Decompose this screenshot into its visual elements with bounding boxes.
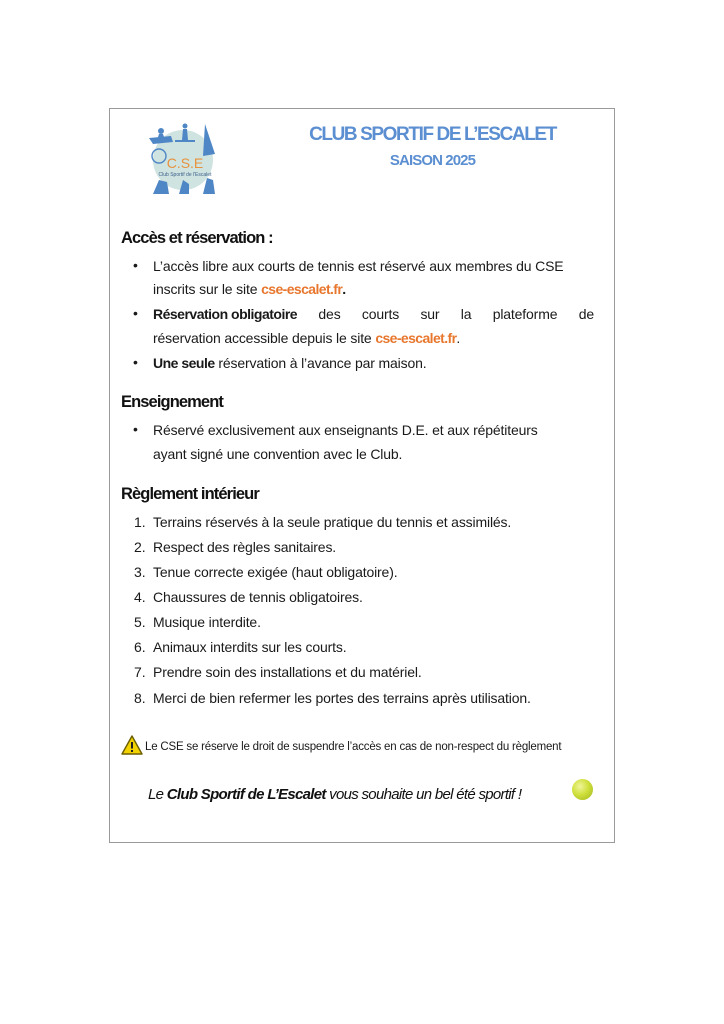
rule-number: 6. [134, 639, 146, 655]
page-title: CLUB SPORTIF DE L’ESCALET [309, 124, 556, 145]
rule-item: Chaussures de tennis obligatoires. [153, 589, 363, 605]
access-item-2-period: . [456, 330, 461, 346]
closing-prefix: Le [148, 786, 167, 803]
rule-number: 1. [134, 514, 146, 530]
access-item-1-line-2 [153, 281, 346, 297]
rule-number: 4. [134, 589, 146, 605]
access-item-3-text: réservation à l’avance par maison. [214, 355, 427, 371]
warning-triangle-icon [121, 735, 143, 755]
tennis-ball-icon [572, 779, 593, 800]
access-item-1-text: inscrits sur le site [153, 281, 262, 297]
bullet-icon: • [133, 257, 138, 273]
word: plateforme [492, 306, 558, 322]
rule-item: Terrains réservés à la seule pratique du tennis et assimilés. [153, 514, 512, 530]
word: sur [420, 306, 440, 322]
closing-message [148, 786, 521, 803]
rule-number: 8. [134, 690, 146, 706]
word: de [578, 306, 594, 322]
access-item-3-bold: Une seule [153, 355, 215, 371]
teaching-item-line-1: Réservé exclusivement aux enseignants D.E. et aux répétiteurs [153, 422, 538, 438]
season-subtitle: SAISON 2025 [389, 152, 476, 169]
rule-item: Tenue correcte exigée (haut obligatoire). [153, 564, 398, 580]
rule-item: Respect des règles sanitaires. [153, 539, 337, 555]
logo-initials: C.S.E [166, 155, 204, 171]
logo-name: Club Sportif de l'Escalet [158, 172, 212, 178]
access-item-2-line-1 [153, 306, 594, 322]
bullet-icon: • [133, 421, 138, 437]
rule-item: Prendre soin des installations et du matériel. [153, 664, 422, 680]
closing-suffix: vous souhaite un bel été sportif ! [325, 786, 522, 803]
rule-number: 2. [134, 539, 146, 555]
access-item-2-bold: Réservation obligatoire [153, 306, 298, 322]
access-item-1-line-1: L’accès libre aux courts de tennis est réservé aux membres du CSE [153, 258, 564, 274]
warning-text: Le CSE se réserve le droit de suspendre l’accès en cas de non-respect du règlement [145, 741, 562, 753]
rule-number: 5. [134, 614, 146, 630]
section-heading-access: Accès et réservation : [121, 229, 273, 247]
cse-escalet-link[interactable]: cse-escalet.fr [375, 330, 457, 346]
rule-item: Animaux interdits sur les courts. [153, 639, 347, 655]
cse-escalet-link[interactable]: cse-escalet.fr [261, 281, 343, 297]
rule-number: 3. [134, 564, 146, 580]
access-item-3 [153, 355, 427, 371]
club-logo [145, 118, 225, 198]
word: des [318, 306, 341, 322]
rule-item: Musique interdite. [153, 614, 261, 630]
access-item-1-period: . [342, 281, 346, 297]
teaching-item-line-2: ayant signé une convention avec le Club. [153, 446, 403, 462]
document-frame [109, 108, 615, 843]
section-heading-teaching: Enseignement [121, 393, 223, 411]
rule-item: Merci de bien refermer les portes des terrains après utilisation. [153, 690, 531, 706]
access-item-2-line-2 [153, 330, 460, 346]
bullet-icon: • [133, 305, 138, 321]
rule-number: 7. [134, 664, 146, 680]
bullet-icon: • [133, 354, 138, 370]
word: courts [361, 306, 400, 322]
access-item-2-text: réservation accessible depuis le site [153, 330, 376, 346]
closing-club-name: Club Sportif de L’Escalet [166, 786, 326, 803]
section-heading-rules: Règlement intérieur [121, 485, 259, 503]
word: la [460, 306, 472, 322]
